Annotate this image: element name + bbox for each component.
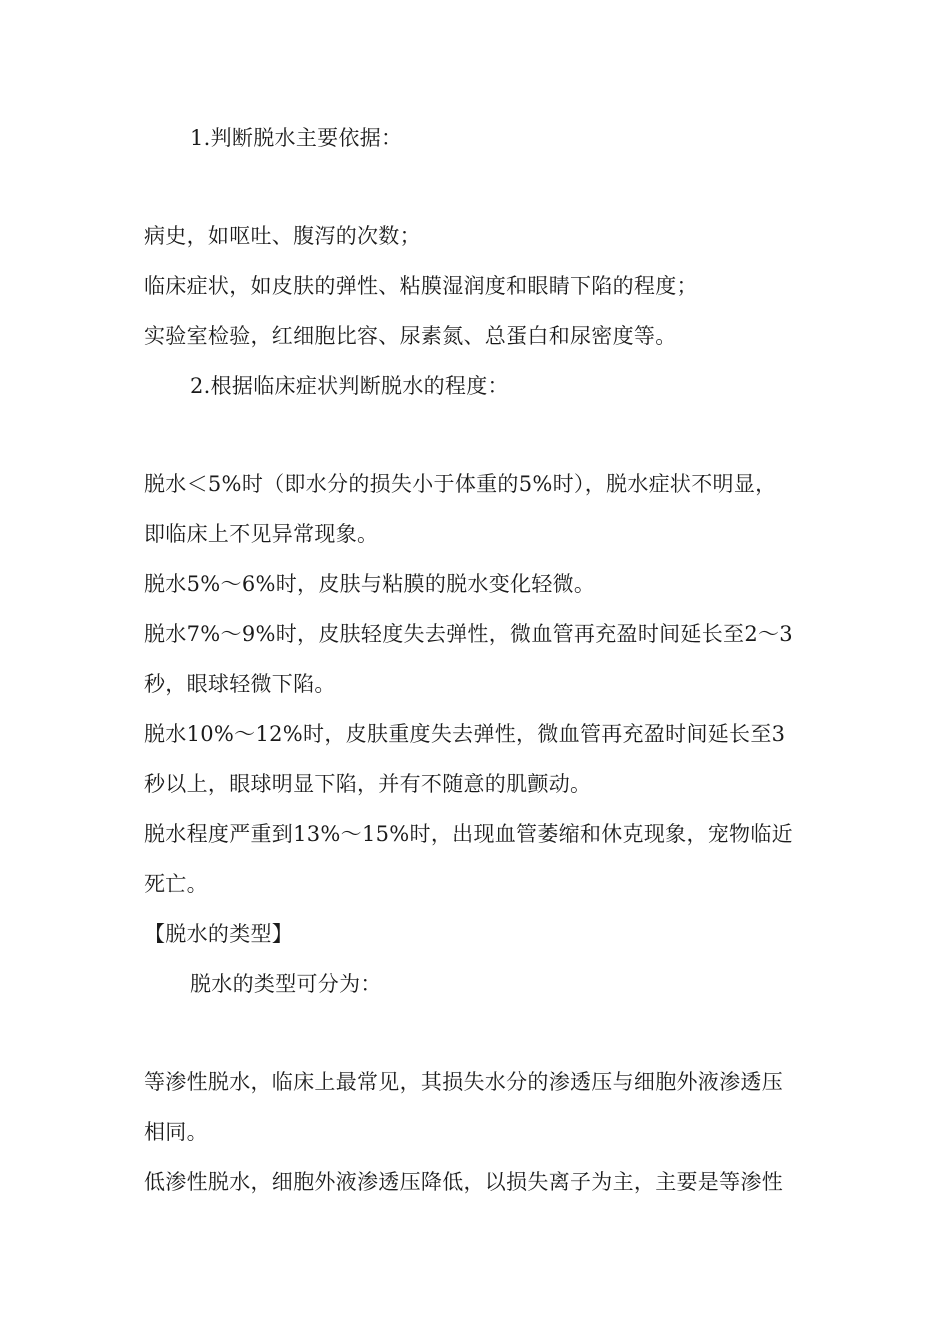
paragraph-degree-line: 脱水＜5%时（即水分的损失小于体重的5%时），脱水症状不明显， (144, 472, 777, 496)
paragraph-degree-line: 脱水5%～6%时，皮肤与粘膜的脱水变化轻微。 (144, 572, 596, 596)
heading-judgment-basis: 1.判断脱水主要依据： (190, 126, 403, 150)
paragraph-degree-line: 脱水程度严重到13%～15%时，出现血管萎缩和休克现象，宠物临近 (144, 822, 793, 846)
section-title-dehydration-types: 【脱水的类型】 (144, 922, 294, 946)
paragraph-clinical-symptoms: 临床症状，如皮肤的弹性、粘膜湿润度和眼睛下陷的程度； (144, 274, 698, 298)
types-intro: 脱水的类型可分为： (190, 972, 382, 996)
paragraph-degree-line: 脱水7%～9%时，皮肤轻度失去弹性，微血管再充盈时间延长至2～3 (144, 622, 793, 646)
paragraph-degree-line: 秒以上，眼球明显下陷，并有不随意的肌颤动。 (144, 772, 592, 796)
paragraph-degree-line: 秒，眼球轻微下陷。 (144, 672, 336, 696)
paragraph-degree-line: 脱水10%～12%时，皮肤重度失去弹性，微血管再充盈时间延长至3 (144, 722, 786, 746)
paragraph-history: 病史，如呕吐、腹泻的次数； (144, 224, 421, 248)
paragraph-type-line: 低渗性脱水，细胞外液渗透压降低，以损失离子为主，主要是等渗性 (144, 1170, 783, 1194)
paragraph-type-line: 相同。 (144, 1120, 208, 1144)
paragraph-degree-line: 死亡。 (144, 872, 208, 896)
paragraph-type-line: 等渗性脱水，临床上最常见，其损失水分的渗透压与细胞外液渗透压 (144, 1070, 783, 1094)
paragraph-lab-tests: 实验室检验，红细胞比容、尿素氮、总蛋白和尿密度等。 (144, 324, 677, 348)
paragraph-degree-line: 即临床上不见异常现象。 (144, 522, 379, 546)
heading-degree-judgment: 2.根据临床症状判断脱水的程度： (190, 374, 509, 398)
